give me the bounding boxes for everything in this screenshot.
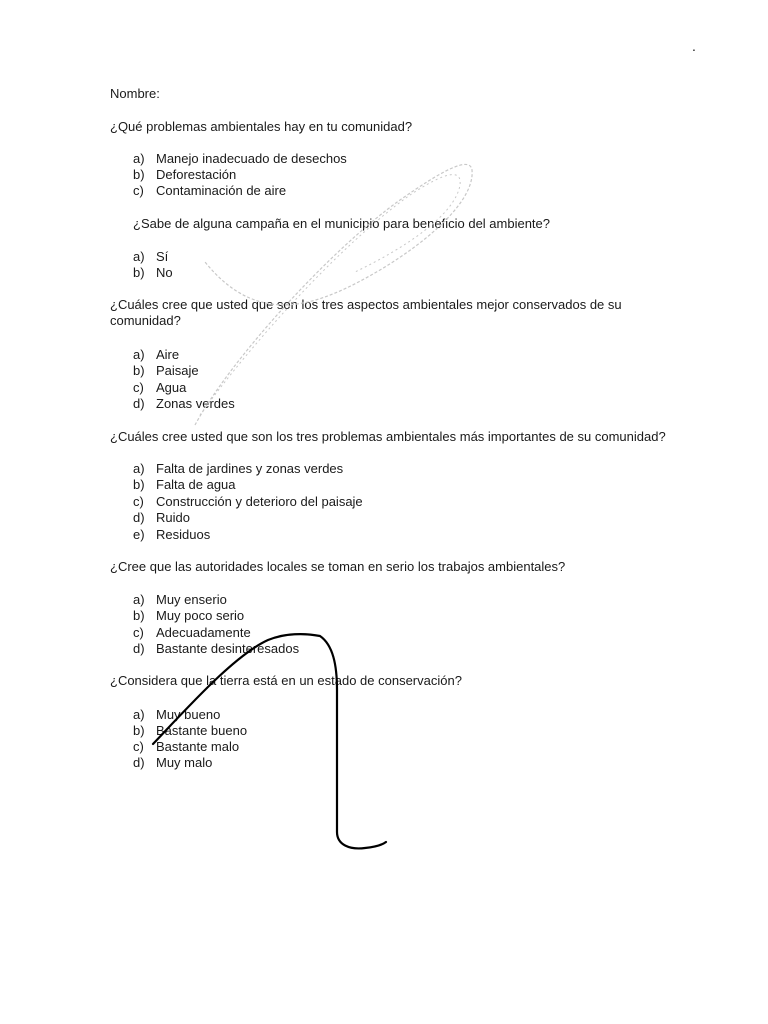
option-letter: b) [133,723,145,738]
option-letter: c) [133,625,144,640]
option-letter: b) [133,608,145,623]
question-1: ¿Qué problemas ambientales hay en tu comunidad? [110,119,413,134]
option-text: Muy bueno [156,707,221,722]
option-text: Zonas verdes [156,396,235,411]
option-letter: a) [133,707,145,722]
option-text: Construcción y deterioro del paisaje [156,494,363,509]
option-letter: b) [133,265,145,280]
option-letter: b) [133,363,145,378]
option-letter: d) [133,510,145,525]
option-text: No [156,265,173,280]
option-letter: b) [133,167,145,182]
option-text: Sí [156,249,169,264]
option-letter: a) [133,151,145,166]
option-text: Bastante bueno [156,723,248,738]
question-5: ¿Cree que las autoridades locales se toman en serio los trabajos ambientales? [110,559,566,574]
list-item [133,641,299,657]
option-text: Adecuadamente [156,625,251,640]
list-item [133,739,239,755]
option-text: Muy enserio [156,592,227,607]
faint-loop-inner-stroke [200,175,460,415]
list-item [133,347,179,363]
question-4: ¿Cuáles cree usted que son los tres problemas ambientales más importantes de su comunidad? [110,429,666,444]
option-letter: a) [133,592,145,607]
list-item [133,608,244,624]
option-text: Contaminación de aire [156,183,287,198]
option-letter: c) [133,183,144,198]
option-text: Deforestación [156,167,237,182]
option-letter: d) [133,755,145,770]
corner-mark: . [692,38,696,54]
option-text: Falta de jardines y zonas verdes [156,461,344,476]
list-item [133,755,212,771]
option-text: Muy poco serio [156,608,245,623]
list-item [133,396,235,412]
option-letter: c) [133,494,144,509]
option-letter: a) [133,249,145,264]
list-item [133,592,227,608]
option-text: Bastante malo [156,739,240,754]
list-item [133,151,347,167]
list-item [133,477,236,493]
list-item [133,183,286,199]
option-text: Bastante desinteresados [156,641,300,656]
list-item [133,723,247,739]
option-letter: b) [133,477,145,492]
option-text: Aire [156,347,180,362]
list-item [133,249,168,265]
question-2: ¿Sabe de alguna campaña en el municipio para beneficio del ambiente? [133,216,551,231]
list-item [133,510,190,526]
name-label: Nombre: [110,86,160,101]
option-letter: c) [133,380,144,395]
option-text: Manejo inadecuado de desechos [156,151,347,166]
faint-loop-stroke [195,164,472,425]
option-text: Muy malo [156,755,213,770]
list-item [133,265,173,281]
list-item [133,527,210,543]
option-text: Residuos [156,527,211,542]
list-item [133,167,236,183]
question-6: ¿Considera que la tierra está en un estado de conservación? [110,673,462,688]
option-text: Agua [156,380,187,395]
option-text: Paisaje [156,363,199,378]
list-item [133,707,220,723]
option-text: Ruido [156,510,190,525]
list-item [133,625,251,641]
list-item [133,380,186,396]
option-text: Falta de agua [156,477,236,492]
option-letter: d) [133,641,145,656]
list-item [133,461,343,477]
list-item [133,363,199,379]
option-letter: a) [133,461,145,476]
option-letter: d) [133,396,145,411]
option-letter: e) [133,527,145,542]
question-3: ¿Cuáles cree que usted que son los tres aspectos ambientales mejor conservados de su comunidad? [110,297,622,329]
option-letter: c) [133,739,144,754]
list-item [133,494,363,510]
option-letter: a) [133,347,145,362]
